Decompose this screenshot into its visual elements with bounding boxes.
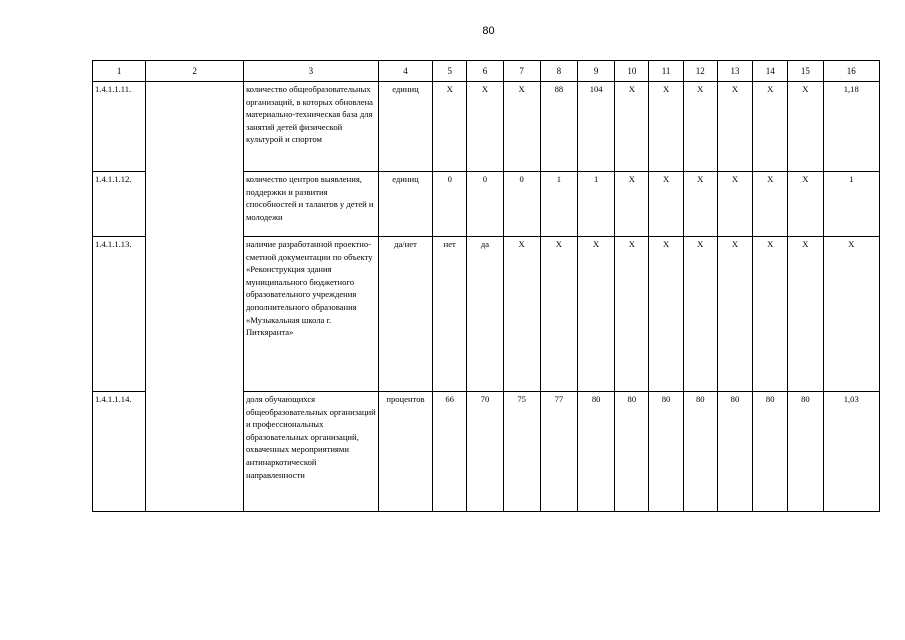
header-cell: 14 [753, 61, 788, 82]
value-cell: 1,18 [823, 82, 879, 172]
value-cell: 75 [503, 392, 540, 512]
header-cell: 3 [243, 61, 378, 82]
value-cell: Х [540, 237, 577, 392]
value-cell: Х [467, 82, 503, 172]
value-cell: 80 [683, 392, 717, 512]
header-cell: 16 [823, 61, 879, 82]
value-cell: 0 [433, 172, 467, 237]
value-cell: Х [683, 82, 717, 172]
value-cell: Х [578, 237, 615, 392]
value-cell: 1 [823, 172, 879, 237]
value-cell: Х [649, 82, 683, 172]
value-cell: 0 [503, 172, 540, 237]
indicator-name: доля обучающихся общеобразовательных организаций и профессиональных образовательных организаций, охваченных мероприятиями антинаркотической направленности [243, 392, 378, 512]
row-code: 1.4.1.1.11. [93, 82, 146, 172]
value-cell: Х [717, 172, 752, 237]
value-cell: 1 [578, 172, 615, 237]
value-cell: Х [683, 172, 717, 237]
indicator-name: количество общеобразовательных организаций, в которых обновлена материально-техническая база для занятий детей физической культурой и спортом [243, 82, 378, 172]
value-cell: Х [753, 237, 788, 392]
value-cell: Х [649, 237, 683, 392]
unit-cell: да/нет [378, 237, 432, 392]
value-cell: 1,03 [823, 392, 879, 512]
value-cell: Х [615, 172, 649, 237]
value-cell: Х [433, 82, 467, 172]
value-cell: нет [433, 237, 467, 392]
header-cell: 7 [503, 61, 540, 82]
row-code: 1.4.1.1.13. [93, 237, 146, 392]
row-code: 1.4.1.1.14. [93, 392, 146, 512]
value-cell: Х [717, 237, 752, 392]
header-cell: 13 [717, 61, 752, 82]
header-cell: 6 [467, 61, 503, 82]
indicator-name: наличие разработанной проектно-сметной документации по объекту «Реконструкция здания муниципального бюджетного образовательного учреждения дополнительного образования «Музыкальная школа г. Питкяранта» [243, 237, 378, 392]
header-cell: 11 [649, 61, 683, 82]
value-cell: 104 [578, 82, 615, 172]
unit-cell: процентов [378, 392, 432, 512]
header-row [93, 61, 880, 82]
page-number: 80 [482, 25, 495, 37]
value-cell: да [467, 237, 503, 392]
value-cell: 77 [540, 392, 577, 512]
indicator-name: количество центров выявления, поддержки и развития способностей и талантов у детей и молодежи [243, 172, 378, 237]
value-cell: Х [823, 237, 879, 392]
value-cell: 80 [615, 392, 649, 512]
header-cell: 2 [146, 61, 244, 82]
value-cell: Х [753, 82, 788, 172]
header-cell: 1 [93, 61, 146, 82]
header-cell: 15 [788, 61, 823, 82]
value-cell: 80 [578, 392, 615, 512]
value-cell: Х [503, 82, 540, 172]
header-cell: 12 [683, 61, 717, 82]
value-cell: 70 [467, 392, 503, 512]
row-code: 1.4.1.1.12. [93, 172, 146, 237]
header-cell: 10 [615, 61, 649, 82]
value-cell: Х [788, 82, 823, 172]
value-cell: Х [503, 237, 540, 392]
value-cell: Х [788, 237, 823, 392]
value-cell: Х [717, 82, 752, 172]
unit-cell: единиц [378, 82, 432, 172]
value-cell: Х [753, 172, 788, 237]
indicators-table [92, 60, 880, 512]
header-cell: 9 [578, 61, 615, 82]
value-cell: Х [615, 82, 649, 172]
header-cell: 4 [378, 61, 432, 82]
header-cell: 5 [433, 61, 467, 82]
merged-empty-cell [146, 82, 244, 512]
value-cell: 66 [433, 392, 467, 512]
value-cell: Х [649, 172, 683, 237]
value-cell: 0 [467, 172, 503, 237]
value-cell: 80 [753, 392, 788, 512]
table-row [93, 82, 880, 172]
value-cell: 80 [649, 392, 683, 512]
value-cell: Х [615, 237, 649, 392]
value-cell: Х [683, 237, 717, 392]
value-cell: Х [788, 172, 823, 237]
value-cell: 1 [540, 172, 577, 237]
header-cell: 8 [540, 61, 577, 82]
value-cell: 88 [540, 82, 577, 172]
value-cell: 80 [717, 392, 752, 512]
value-cell: 80 [788, 392, 823, 512]
unit-cell: единиц [378, 172, 432, 237]
